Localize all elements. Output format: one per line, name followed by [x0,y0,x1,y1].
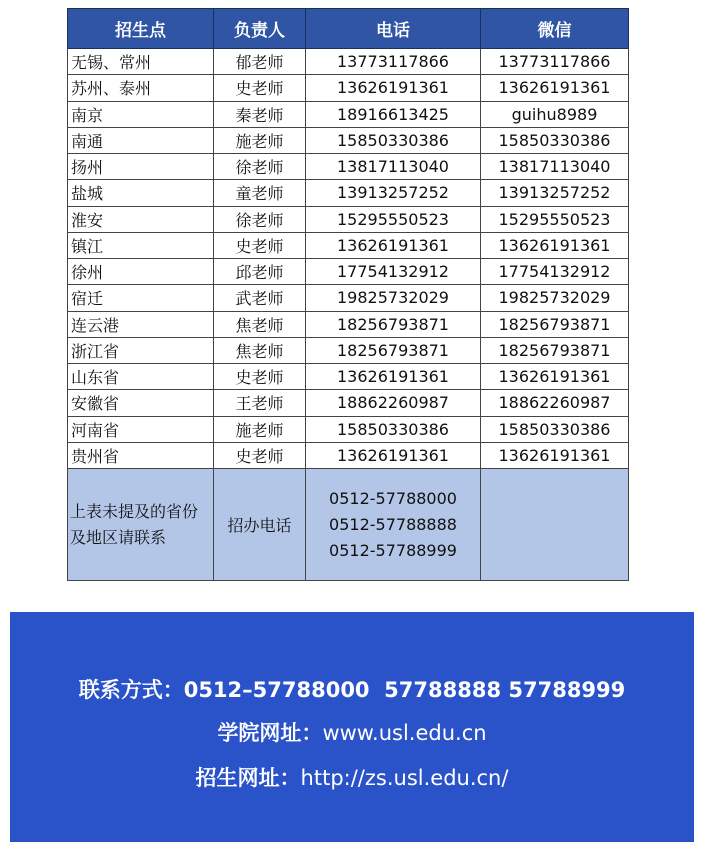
location-cell: 徐州 [68,259,214,285]
admission-website-line [10,762,694,792]
phone-cell: 15295550523 [306,206,481,232]
location-cell: 扬州 [68,154,214,180]
table-row [68,285,629,311]
header-contact-person: 负责人 [214,9,306,49]
table-row [68,206,629,232]
contact-person-cell: 焦老师 [214,311,306,337]
phone-cell: 13913257252 [306,180,481,206]
table-row [68,442,629,468]
phone-cell: 15850330386 [306,127,481,153]
table-row [68,49,629,75]
other-regions-label: 上表未提及的省份及地区请联系 [68,469,214,581]
office-phone: 0512-57788888 [329,514,457,534]
contact-label: 联系方式： [78,678,184,702]
phone-cell: 13626191361 [306,232,481,258]
contact-person-cell: 焦老师 [214,337,306,363]
location-cell: 安徽省 [68,390,214,416]
wechat-cell: 13626191361 [481,442,629,468]
location-cell: 淮安 [68,206,214,232]
admissions-office-phones [306,469,481,581]
location-cell: 盐城 [68,180,214,206]
header-location: 招生点 [68,9,214,49]
college-website-line [10,717,694,747]
contact-person-cell: 郁老师 [214,49,306,75]
contact-person-cell: 王老师 [214,390,306,416]
wechat-cell: 13626191361 [481,75,629,101]
location-cell: 贵州省 [68,442,214,468]
phone-cell: 18256793871 [306,337,481,363]
office-phone: 0512-57788000 [329,488,457,508]
location-cell: 镇江 [68,232,214,258]
table-row [68,101,629,127]
admission-website-link[interactable]: http://zs.usl.edu.cn/ [300,766,509,790]
contact-person-cell: 施老师 [214,127,306,153]
table-row [68,180,629,206]
contact-person-cell: 邱老师 [214,259,306,285]
wechat-cell: 17754132912 [481,259,629,285]
table-row [68,364,629,390]
table-row [68,75,629,101]
table-row [68,311,629,337]
header-phone: 电话 [306,9,481,49]
wechat-cell: 13626191361 [481,232,629,258]
contact-person-cell: 史老师 [214,232,306,258]
location-cell: 无锡、常州 [68,49,214,75]
header-wechat: 微信 [481,9,629,49]
wechat-cell: guihu8989 [481,101,629,127]
wechat-cell: 15295550523 [481,206,629,232]
wechat-cell: 15850330386 [481,416,629,442]
location-cell: 连云港 [68,311,214,337]
table-row [68,154,629,180]
table-row [68,127,629,153]
wechat-cell: 13626191361 [481,364,629,390]
wechat-cell: 13817113040 [481,154,629,180]
wechat-cell: 19825732029 [481,285,629,311]
table-row [68,390,629,416]
phone-cell: 13626191361 [306,75,481,101]
admissions-office-label: 招办电话 [214,469,306,581]
phone-cell: 18916613425 [306,101,481,127]
college-website-label: 学院网址： [217,721,323,745]
contact-person-cell: 徐老师 [214,154,306,180]
contact-person-cell: 史老师 [214,442,306,468]
contact-phones: 0512–57788000 57788888 57788999 [183,678,626,702]
contact-person-cell: 徐老师 [214,206,306,232]
wechat-cell: 18256793871 [481,337,629,363]
location-cell: 宿迁 [68,285,214,311]
contact-banner [10,612,694,842]
other-regions-row [68,469,629,581]
wechat-cell: 15850330386 [481,127,629,153]
wechat-cell: 13913257252 [481,180,629,206]
table-row [68,337,629,363]
admissions-contact-table [67,8,629,581]
admission-website-label: 招生网址： [195,766,301,790]
location-cell: 南通 [68,127,214,153]
phone-cell: 13773117866 [306,49,481,75]
contact-person-cell: 史老师 [214,75,306,101]
phone-cell: 18862260987 [306,390,481,416]
contact-person-cell: 史老师 [214,364,306,390]
contact-person-cell: 施老师 [214,416,306,442]
college-website-link[interactable]: www.usl.edu.cn [322,721,487,745]
office-wechat [481,469,629,581]
contact-line [10,674,694,704]
wechat-cell: 13773117866 [481,49,629,75]
phone-cell: 15850330386 [306,416,481,442]
location-cell: 南京 [68,101,214,127]
office-phone: 0512-57788999 [329,540,457,560]
phone-cell: 13626191361 [306,442,481,468]
table-row [68,232,629,258]
wechat-cell: 18256793871 [481,311,629,337]
contact-person-cell: 秦老师 [214,101,306,127]
phone-cell: 17754132912 [306,259,481,285]
table-header-row [68,9,629,49]
location-cell: 苏州、泰州 [68,75,214,101]
table-row [68,416,629,442]
contact-person-cell: 武老师 [214,285,306,311]
phone-cell: 13626191361 [306,364,481,390]
contact-person-cell: 童老师 [214,180,306,206]
location-cell: 山东省 [68,364,214,390]
location-cell: 河南省 [68,416,214,442]
phone-cell: 19825732029 [306,285,481,311]
table-row [68,259,629,285]
phone-cell: 18256793871 [306,311,481,337]
phone-cell: 13817113040 [306,154,481,180]
wechat-cell: 18862260987 [481,390,629,416]
location-cell: 浙江省 [68,337,214,363]
